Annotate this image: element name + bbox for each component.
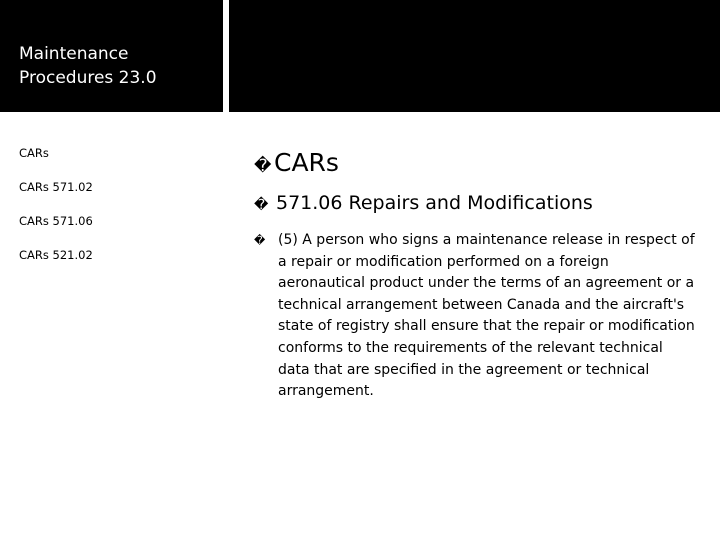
title-bar	[0, 0, 223, 112]
content-heading: CARs	[274, 148, 339, 177]
bullet-icon: �	[254, 197, 269, 213]
sidebar-nav	[19, 145, 219, 281]
content-subheading: 571.06 Repairs and Modifications	[276, 192, 593, 214]
sidebar-item-cars-571-02[interactable]: CARs 571.02	[19, 180, 93, 194]
sidebar-item-cars-571-06[interactable]: CARs 571.06	[19, 214, 93, 228]
bullet-icon: �	[254, 156, 272, 176]
content-paragraph-row	[254, 230, 704, 403]
title-strip	[229, 0, 720, 112]
content-area	[254, 146, 704, 403]
content-subheading-row	[254, 190, 704, 218]
content-heading-row	[254, 146, 704, 183]
sidebar-item-cars-521-02[interactable]: CARs 521.02	[19, 248, 93, 262]
content-paragraph: (5) A person who signs a maintenance release in respect of a repair or modification performed on a foreign aeronautical product under the terms of an agreement or a technical arrangement between Canada and the aircraft's state of registry shall ensure that the repair or modification conforms to the requirements of the relevant technical data that are specified in the agreement or technical arrangement.	[278, 232, 695, 400]
sidebar-item-cars[interactable]: CARs	[19, 146, 49, 160]
slide-title: Maintenance Procedures 23.0	[19, 44, 157, 88]
bullet-icon: �	[254, 234, 266, 247]
